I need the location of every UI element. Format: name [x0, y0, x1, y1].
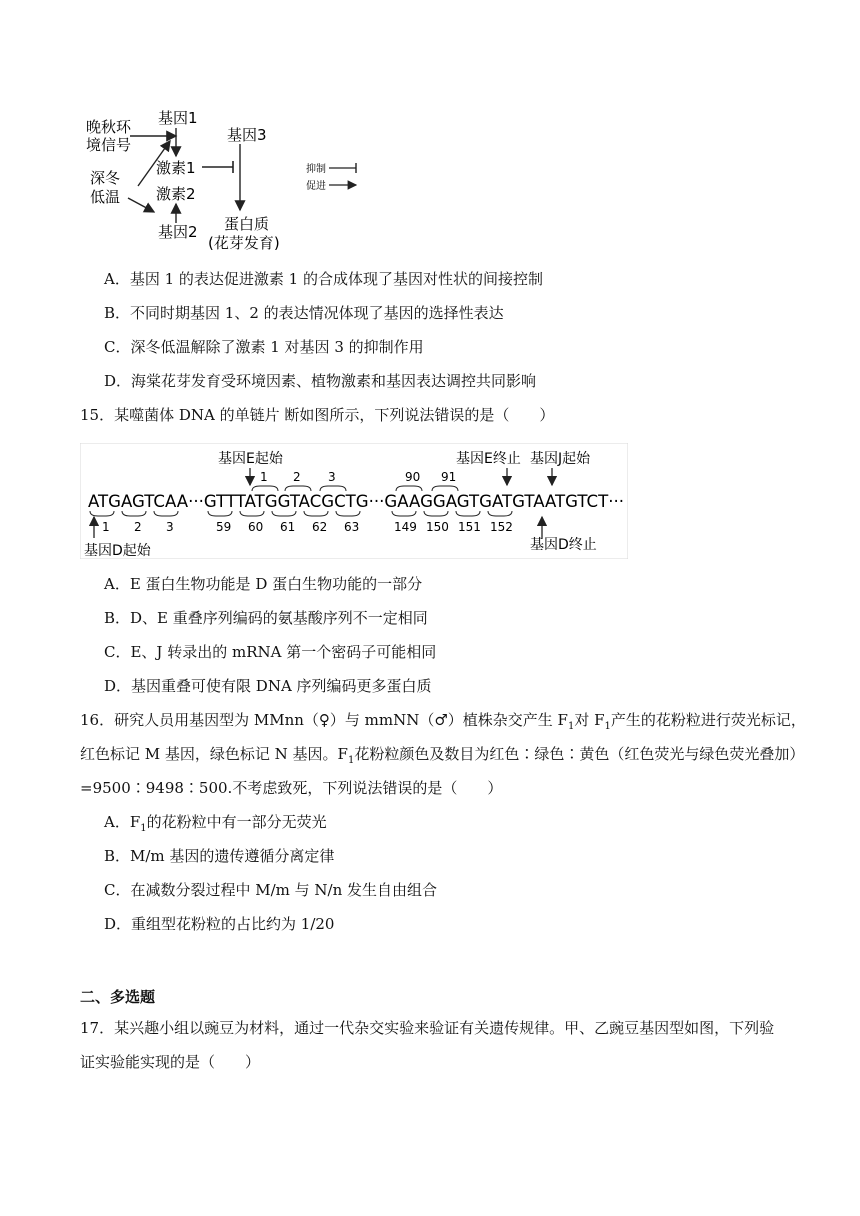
- q17-stem-line2: 证实验能实现的是（ ）: [80, 1053, 261, 1071]
- signal1-line2: 境信号: [86, 136, 132, 154]
- q16-option-a: A．$F_1$的花粉粒中有一部分无荧光: [104, 813, 327, 834]
- gene-d-start-label: 基因D起始: [84, 543, 151, 559]
- q15-option-d: D．基因重叠可使有限 DNA 序列编码更多蛋白质: [104, 677, 432, 695]
- top-codon-number: 1: [260, 470, 268, 484]
- bottom-codon-number: 59: [216, 520, 232, 534]
- signal2-line1: 深冬: [90, 169, 121, 187]
- bottom-codon-number: 2: [134, 520, 142, 534]
- top-codon-number: 91: [441, 470, 457, 484]
- hormone2-label: 激素2: [156, 185, 196, 203]
- gene-regulation-diagram: [80, 106, 370, 258]
- bottom-codon-number: 3: [166, 520, 174, 534]
- q15-option-a: A．E 蛋白生物功能是 D 蛋白生物功能的一部分: [104, 575, 423, 593]
- q14-option-d: D．海棠花芽发育受环境因素、植物激素和基因表达调控共同影响: [104, 372, 537, 390]
- q16-option-d: D．重组型花粉粒的占比约为 1/20: [104, 915, 335, 933]
- bottom-codon-number: 61: [280, 520, 296, 534]
- bottom-codon-number: 1: [102, 520, 110, 534]
- gene-e-end-label: 基因E终止: [456, 451, 521, 467]
- q15-option-c: C．E、J 转录出的 mRNA 第一个密码子可能相同: [104, 643, 437, 661]
- q16-stem-line2: 红色标记 M 基因，绿色标记 N 基因。$F_1$花粉粒颜色及数目为红色∶绿色∶黄色（红色荧光与绿色荧光叠加）: [80, 745, 805, 766]
- gene3-label: 基因3: [227, 126, 267, 144]
- dna-sequence-figure: [80, 443, 628, 559]
- protein-label: 蛋白质: [224, 215, 270, 233]
- q15-option-b: B．D、E 重叠序列编码的氨基酸序列不一定相同: [104, 609, 428, 627]
- bottom-codon-number: 149: [394, 520, 417, 534]
- gene-e-start-label: 基因E起始: [218, 451, 283, 467]
- bottom-codon-number: 150: [426, 520, 449, 534]
- q14-option-c: C．深冬低温解除了激素 1 对基因 3 的抑制作用: [104, 338, 424, 356]
- q16-stem-line1: 16．研究人员用基因型为 MMnn（♀）与 mmNN（♂）植株杂交产生 $F_1$对 $F_1$产生的花粉粒进行荧光标记，: [80, 711, 806, 732]
- legend-promote-label: 促进: [306, 181, 326, 192]
- q16-option-c: C．在减数分裂过程中 M/m 与 N/n 发生自由组合: [104, 881, 438, 899]
- q17-stem-line1: 17．某兴趣小组以豌豆为材料，通过一代杂交实验来验证有关遗传规律。甲、乙豌豆基因型如图，下列验: [80, 1019, 775, 1037]
- section-title: 二、多选题: [80, 988, 156, 1006]
- q16-option-b: B．M/m 基因的遗传遵循分离定律: [104, 847, 335, 865]
- bottom-codon-number: 62: [312, 520, 328, 534]
- bottom-codon-number: 60: [248, 520, 264, 534]
- protein-note: (花芽发育): [208, 234, 280, 252]
- q16-stem-line3: =9500∶9498∶500.不考虑致死，下列说法错误的是（ ）: [80, 779, 503, 797]
- bottom-codon-number: 151: [458, 520, 481, 534]
- bottom-codon-number: 63: [344, 520, 360, 534]
- q14-option-a: A．基因 1 的表达促进激素 1 的合成体现了基因对性状的间接控制: [104, 270, 543, 288]
- q14-option-b: B．不同时期基因 1、2 的表达情况体现了基因的选择性表达: [104, 304, 504, 322]
- bottom-codon-number: 152: [490, 520, 513, 534]
- top-codon-number: 3: [328, 470, 336, 484]
- signal1-line1: 晚秋环: [86, 118, 132, 136]
- q15-stem: 15．某噬菌体 DNA 的单链片 断如图所示，下列说法错误的是（ ）: [80, 406, 555, 424]
- gene-d-end-label: 基因D终止: [530, 537, 597, 553]
- gene1-label: 基因1: [158, 109, 198, 127]
- legend-inhibit-label: 抑制: [306, 164, 326, 175]
- dna-sequence: ATGAGTCAA···GTTTATGGTACGCTG···GAAGGAGTGATGTAATGTCT···: [88, 492, 624, 512]
- hormone1-label: 激素1: [156, 159, 196, 177]
- top-codon-number: 90: [405, 470, 421, 484]
- gene2-label: 基因2: [158, 223, 198, 241]
- gene-j-start-label: 基因J起始: [530, 451, 591, 467]
- signal2-line2: 低温: [90, 188, 121, 206]
- top-codon-number: 2: [293, 470, 301, 484]
